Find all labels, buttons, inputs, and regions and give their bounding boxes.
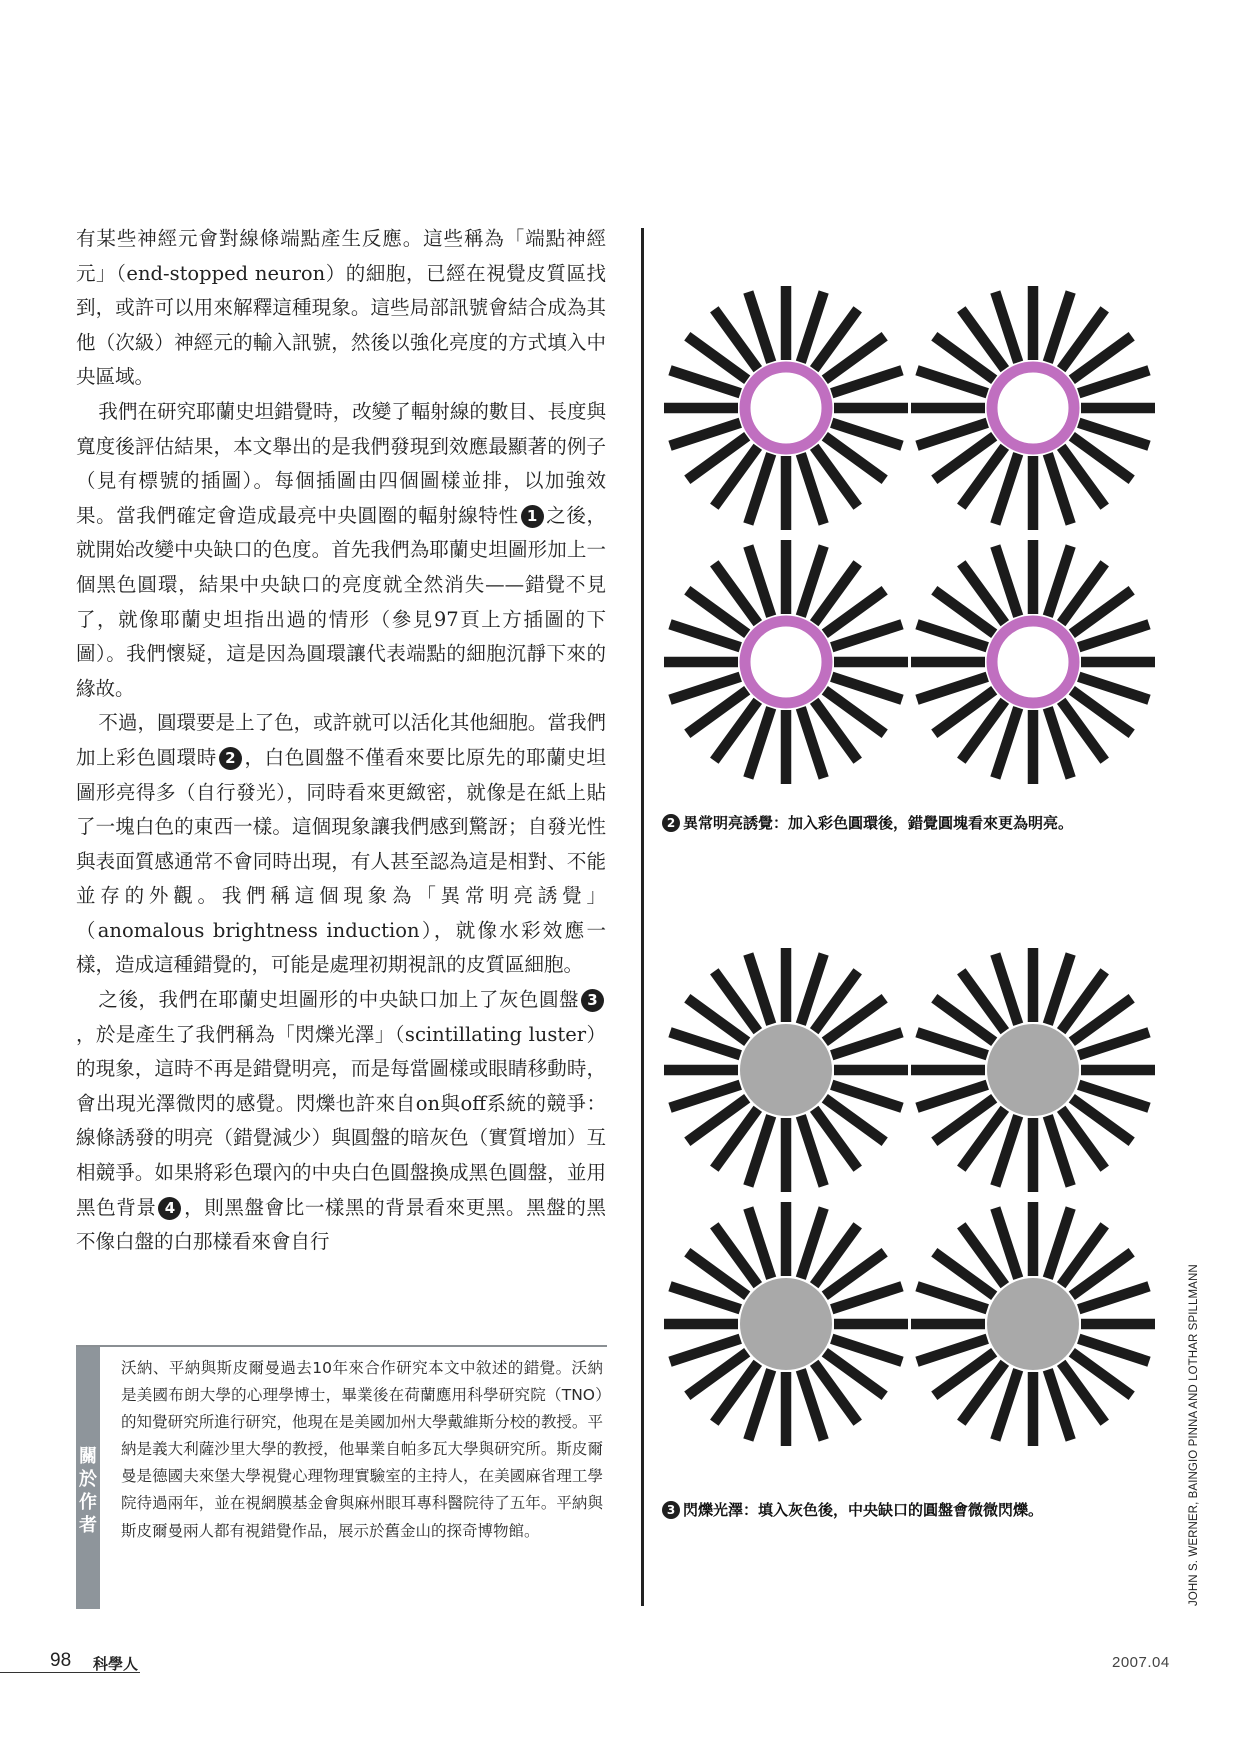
radial-line — [801, 1208, 824, 1278]
radial-line — [832, 423, 902, 446]
figure-3-caption-text: 閃爍光澤：填入灰色後，中央缺口的圓盤會微微閃爍。 — [683, 1501, 1044, 1519]
radial-line — [1048, 1116, 1071, 1186]
radial-line — [917, 423, 987, 446]
illusion-pattern — [664, 540, 908, 784]
colored-ring — [745, 621, 827, 703]
colored-ring — [992, 367, 1074, 449]
radial-line — [801, 954, 824, 1024]
radial-line — [917, 370, 987, 393]
illusion-pattern — [664, 1202, 908, 1446]
radial-line — [917, 1286, 987, 1309]
radial-line — [670, 624, 740, 647]
article-text: 有某些神經元會對線條端點產生反應。這些稱為「端點神經元」（end-stopped neuron）的細胞，已經在視覺皮質區找到，或許可以用來解釋這種現象。這些局部訊號會結合成為其他（次級）神經元的輸入訊號，然後以強化亮度的方式填入中央區域。 — [76, 227, 606, 389]
radial-line — [748, 454, 771, 524]
magazine-name: 科學人 — [93, 1655, 139, 1673]
radial-line — [832, 624, 902, 647]
gray-disc — [740, 1024, 832, 1116]
radial-line — [1048, 1208, 1071, 1278]
radial-line — [1048, 954, 1071, 1024]
figure-2-caption-text: 異常明亮誘覺：加入彩色圓環後，錯覺圓塊看來更為明亮。 — [683, 814, 1074, 832]
figure-reference-badge: 1 — [521, 505, 544, 528]
radial-line — [917, 624, 987, 647]
radial-line — [801, 1370, 824, 1440]
radial-line — [917, 677, 987, 700]
radial-line — [995, 1370, 1018, 1440]
article-paragraph — [76, 706, 606, 983]
radial-line — [801, 546, 824, 616]
author-bio: 沃納、平納與斯皮爾曼過去10年來合作研究本文中敘述的錯覺。沃納是美國布朗大學的心理學博士，畢業後在荷蘭應用科學研究院（TNO）的知覺研究所進行研究，他現在是美國加州大學戴維斯分校的教授。平納是義大利薩沙里大學的教授，他畢業自帕多瓦大學與研究所。斯皮爾曼是德國夫來堡大學視覺心理物理實驗室的主持人，在美國麻省理工學院待過兩年，並在視網膜基金會與麻州眼耳專科醫院待了五年。平納與斯皮爾曼兩人都有視錯覺作品，展示於舊金山的探奇博物館。 — [121, 1359, 603, 1540]
figure-reference-badge: 3 — [581, 989, 604, 1012]
radial-line — [670, 1339, 740, 1362]
radial-line — [670, 370, 740, 393]
radial-line — [1048, 1370, 1071, 1440]
radial-line — [670, 1085, 740, 1108]
photo-credit: JOHN S. WERNER, BAINGIO PINNA AND LOTHAR SPILLMANN — [1188, 1264, 1200, 1606]
radial-line — [1079, 1339, 1149, 1362]
radial-line — [801, 454, 824, 524]
radial-line — [670, 1286, 740, 1309]
radial-line — [1079, 624, 1149, 647]
about-authors-label: 關於作者 — [79, 1446, 97, 1536]
issue-date: 2007.04 — [1112, 1654, 1170, 1671]
article-text: 我們在研究耶蘭史坦錯覺時，改變了輻射線的數目、長度與寬度後評估結果，本文舉出的是我們發現到效應最顯著的例子（見有標號的插圖）。每個插圖由四個圖樣並排，以加強效果。當我們確定會造成最亮中央圓圈的輻射線特性 — [76, 399, 606, 527]
radial-line — [670, 1032, 740, 1055]
article-paragraph — [76, 395, 606, 706]
radial-line — [832, 1032, 902, 1055]
radial-line — [832, 370, 902, 393]
colored-ring — [745, 367, 827, 449]
colored-ring — [992, 621, 1074, 703]
article-paragraph — [76, 983, 606, 1260]
radial-line — [995, 954, 1018, 1024]
figure-3-illustration — [662, 944, 1156, 1450]
radial-line — [995, 708, 1018, 778]
article-body — [76, 222, 606, 1260]
illusion-pattern — [911, 540, 1155, 784]
radial-line — [670, 677, 740, 700]
figure-3-number-badge: 3 — [662, 1501, 680, 1519]
radial-line — [748, 708, 771, 778]
radial-line — [801, 292, 824, 362]
radial-line — [1048, 708, 1071, 778]
radial-line — [917, 1032, 987, 1055]
about-authors-tab — [76, 1347, 100, 1609]
radial-line — [995, 1116, 1018, 1186]
radial-line — [748, 292, 771, 362]
gray-disc — [987, 1278, 1079, 1370]
radial-line — [917, 1085, 987, 1108]
figure-reference-badge: 4 — [158, 1197, 181, 1220]
column-divider — [641, 228, 644, 1606]
radial-line — [801, 1116, 824, 1186]
article-text: ，則黑盤會比一樣黑的背景看來更黑。黑盤的黑不像白盤的白那樣看來會自行 — [76, 1195, 606, 1254]
radial-line — [748, 954, 771, 1024]
radial-line — [748, 1370, 771, 1440]
radial-line — [748, 546, 771, 616]
figure-2-illustration — [662, 282, 1156, 788]
radial-line — [1048, 292, 1071, 362]
figure-reference-badge: 2 — [219, 747, 242, 770]
radial-line — [1079, 423, 1149, 446]
radial-line — [1079, 370, 1149, 393]
radial-line — [832, 1286, 902, 1309]
illusion-pattern — [664, 948, 908, 1192]
figure-3-caption — [662, 1499, 1043, 1520]
page-number: 98 — [50, 1650, 72, 1671]
illusion-pattern — [911, 948, 1155, 1192]
article-paragraph — [76, 222, 606, 395]
article-text: 之後，就開始改變中央缺口的色度。首先我們為耶蘭史坦圖形加上一個黑色圓環，結果中央缺口的亮度就全然消失——錯覺不見了，就像耶蘭史坦指出過的情形（參見97頁上方插圖的下圖）。我們懷疑，這是因為圓環讓代表端點的細胞沉靜下來的緣故。 — [76, 503, 606, 700]
radial-line — [748, 1208, 771, 1278]
radial-line — [1079, 1286, 1149, 1309]
gray-disc — [740, 1278, 832, 1370]
about-authors-box — [76, 1345, 607, 1609]
radial-line — [995, 292, 1018, 362]
figure-2-number-badge: 2 — [662, 814, 680, 832]
radial-line — [832, 1085, 902, 1108]
radial-line — [1079, 677, 1149, 700]
radial-line — [995, 546, 1018, 616]
radial-line — [832, 677, 902, 700]
article-text: ，白色圓盤不僅看來要比原先的耶蘭史坦圖形亮得多（自行發光），同時看來更緻密，就像是在紙上貼了一塊白色的東西一樣。這個現象讓我們感到驚訝；自發光性與表面質感通常不會同時出現，有人甚至認為這是相對、不能並存的外觀。我們稱這個現象為「異常明亮誘覺」（anomalous brightness induction），就像水彩效應一樣，造成這種錯覺的，可能是處理初期視訊的皮質區細胞。 — [76, 745, 606, 977]
radial-line — [748, 1116, 771, 1186]
radial-line — [1048, 454, 1071, 524]
article-text: 之後，我們在耶蘭史坦圖形的中央缺口加上了灰色圓盤 — [98, 988, 579, 1012]
radial-line — [832, 1339, 902, 1362]
radial-line — [995, 454, 1018, 524]
gray-disc — [987, 1024, 1079, 1116]
radial-line — [1048, 546, 1071, 616]
radial-line — [1079, 1085, 1149, 1108]
radial-line — [670, 423, 740, 446]
radial-line — [801, 708, 824, 778]
radial-line — [917, 1339, 987, 1362]
figure-2-caption — [662, 812, 1073, 833]
article-text: 不過，圓環要是上了色，或許就可以活化其他細胞。當我們加上彩色圓環時 — [76, 711, 606, 769]
article-text: ，於是產生了我們稱為「閃爍光澤」（scintillating luster）的現象，這時不再是錯覺明亮，而是每當圖樣或眼睛移動時，會出現光澤微閃的感覺。閃爍也許來自on與off系統的競爭：線條誘發的明亮（錯覺減少）與圓盤的暗灰色（實質增加）互相競爭。如果將彩色環內的中央白色圓盤換成黑色圓盤，並用黑色背景 — [76, 1022, 606, 1219]
radial-line — [1079, 1032, 1149, 1055]
illusion-pattern — [664, 286, 908, 530]
illusion-pattern — [911, 286, 1155, 530]
radial-line — [995, 1208, 1018, 1278]
illusion-pattern — [911, 1202, 1155, 1446]
